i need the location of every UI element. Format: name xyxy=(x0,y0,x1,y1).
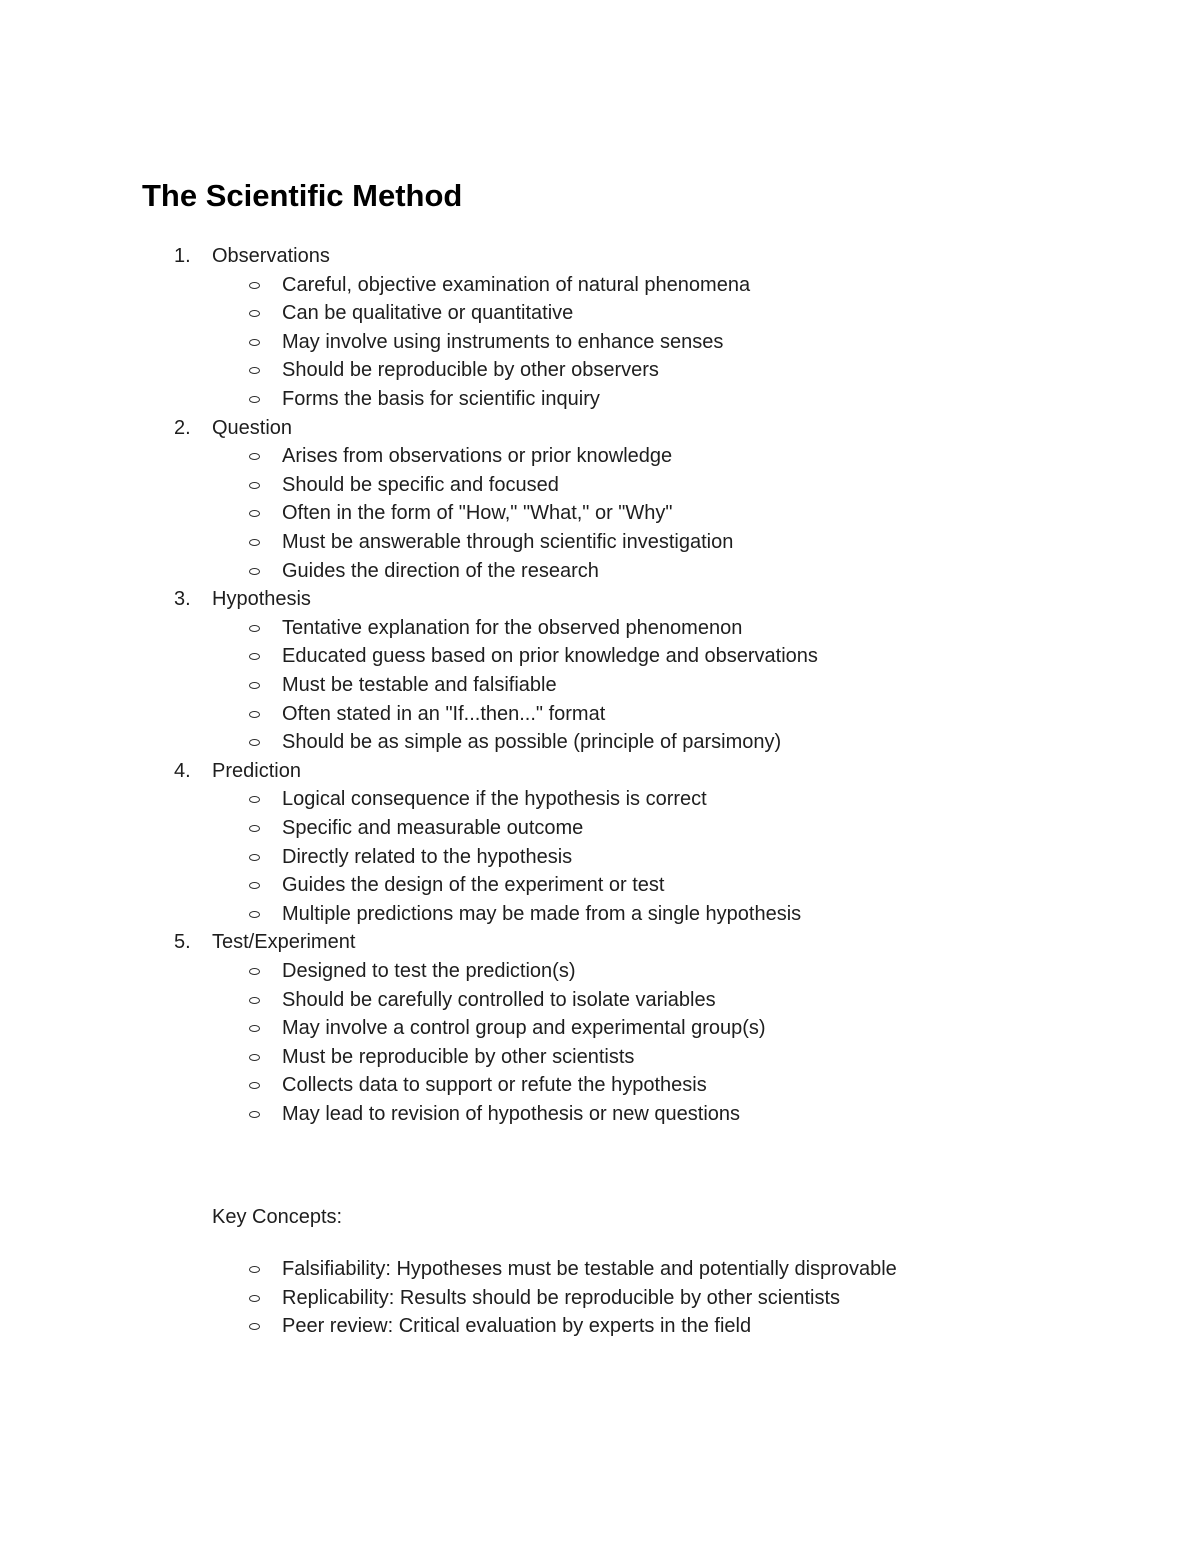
hollow-bullet-icon xyxy=(249,396,260,403)
hollow-bullet-icon xyxy=(249,453,260,460)
hollow-bullet-icon xyxy=(249,539,260,546)
step-label: Test/Experiment xyxy=(212,931,356,954)
step-label: Observations xyxy=(212,245,330,267)
step-number: 5. xyxy=(174,931,191,954)
hollow-bullet-icon xyxy=(249,682,260,689)
hollow-bullet-icon xyxy=(249,625,260,632)
key-concept-point: Peer review: Critical evaluation by experts in the field xyxy=(282,1315,752,1338)
step-label: Prediction xyxy=(212,759,301,782)
step-point: Specific and measurable outcome xyxy=(282,817,584,839)
hollow-bullet-icon xyxy=(249,339,260,346)
hollow-bullet-icon xyxy=(249,568,260,575)
step-point: Directly related to the hypothesis xyxy=(282,845,573,868)
step-point: Must be reproducible by other scientists xyxy=(282,1045,635,1068)
hollow-bullet-icon xyxy=(249,911,260,918)
step-number: 4. xyxy=(174,759,191,782)
step-point: Can be qualitative or quantitative xyxy=(282,302,574,325)
key-concept-point: Falsifiability: Hypotheses must be testable and potentially disprovable xyxy=(282,1258,897,1280)
step-number: 1. xyxy=(174,245,191,267)
hollow-bullet-icon xyxy=(249,310,260,317)
step-point: Guides the direction of the research xyxy=(282,559,599,582)
step-label: Question xyxy=(212,416,293,439)
step-point: May involve using instruments to enhance senses xyxy=(282,330,724,353)
step-point: Often in the form of "How," "What," or "Why" xyxy=(282,502,673,525)
step-number: 3. xyxy=(174,588,191,611)
hollow-bullet-icon xyxy=(249,1266,260,1273)
step-point: Tentative explanation for the observed phenomenon xyxy=(282,616,743,639)
hollow-bullet-icon xyxy=(249,367,260,374)
hollow-bullet-icon xyxy=(249,282,260,289)
hollow-bullet-icon xyxy=(249,968,260,975)
key-concept-point: Replicability: Results should be reproducible by other scientists xyxy=(282,1286,841,1309)
hollow-bullet-icon xyxy=(249,1054,260,1061)
hollow-bullet-icon xyxy=(249,854,260,861)
step-number: 2. xyxy=(174,416,191,439)
step-point: Careful, objective examination of natural phenomena xyxy=(282,273,751,296)
step-point: Should be specific and focused xyxy=(282,473,559,496)
hollow-bullet-icon xyxy=(249,711,260,718)
hollow-bullet-icon xyxy=(249,482,260,489)
step-point: Must be answerable through scientific investigation xyxy=(282,531,734,553)
hollow-bullet-icon xyxy=(249,1025,260,1032)
key-concepts-heading: Key Concepts: xyxy=(212,1206,343,1228)
step-point: Designed to test the prediction(s) xyxy=(282,960,576,982)
document-title: The Scientific Method xyxy=(142,178,463,213)
hollow-bullet-icon xyxy=(249,997,260,1004)
step-point: Often stated in an "If...then..." format xyxy=(282,702,606,725)
hollow-bullet-icon xyxy=(249,1111,260,1118)
step-point: Educated guess based on prior knowledge and observations xyxy=(282,645,818,668)
hollow-bullet-icon xyxy=(249,796,260,803)
step-point: Must be testable and falsifiable xyxy=(282,674,557,696)
step-point: May involve a control group and experimental group(s) xyxy=(282,1017,766,1040)
step-point: Should be carefully controlled to isolate variables xyxy=(282,988,716,1011)
hollow-bullet-icon xyxy=(249,510,260,517)
step-point: Logical consequence if the hypothesis is correct xyxy=(282,788,707,811)
step-point: May lead to revision of hypothesis or new questions xyxy=(282,1103,741,1125)
step-point: Arises from observations or prior knowledge xyxy=(282,445,673,468)
step-point: Should be reproducible by other observers xyxy=(282,359,659,382)
hollow-bullet-icon xyxy=(249,739,260,746)
hollow-bullet-icon xyxy=(249,653,260,660)
hollow-bullet-icon xyxy=(249,1323,260,1330)
hollow-bullet-icon xyxy=(249,882,260,889)
step-point: Should be as simple as possible (principle of parsimony) xyxy=(282,731,782,754)
hollow-bullet-icon xyxy=(249,1295,260,1302)
step-point: Forms the basis for scientific inquiry xyxy=(282,388,600,410)
step-point: Guides the design of the experiment or test xyxy=(282,874,665,897)
step-label: Hypothesis xyxy=(212,588,311,611)
hollow-bullet-icon xyxy=(249,1082,260,1089)
hollow-bullet-icon xyxy=(249,825,260,832)
step-point: Multiple predictions may be made from a single hypothesis xyxy=(282,902,802,925)
step-point: Collects data to support or refute the hypothesis xyxy=(282,1074,707,1097)
